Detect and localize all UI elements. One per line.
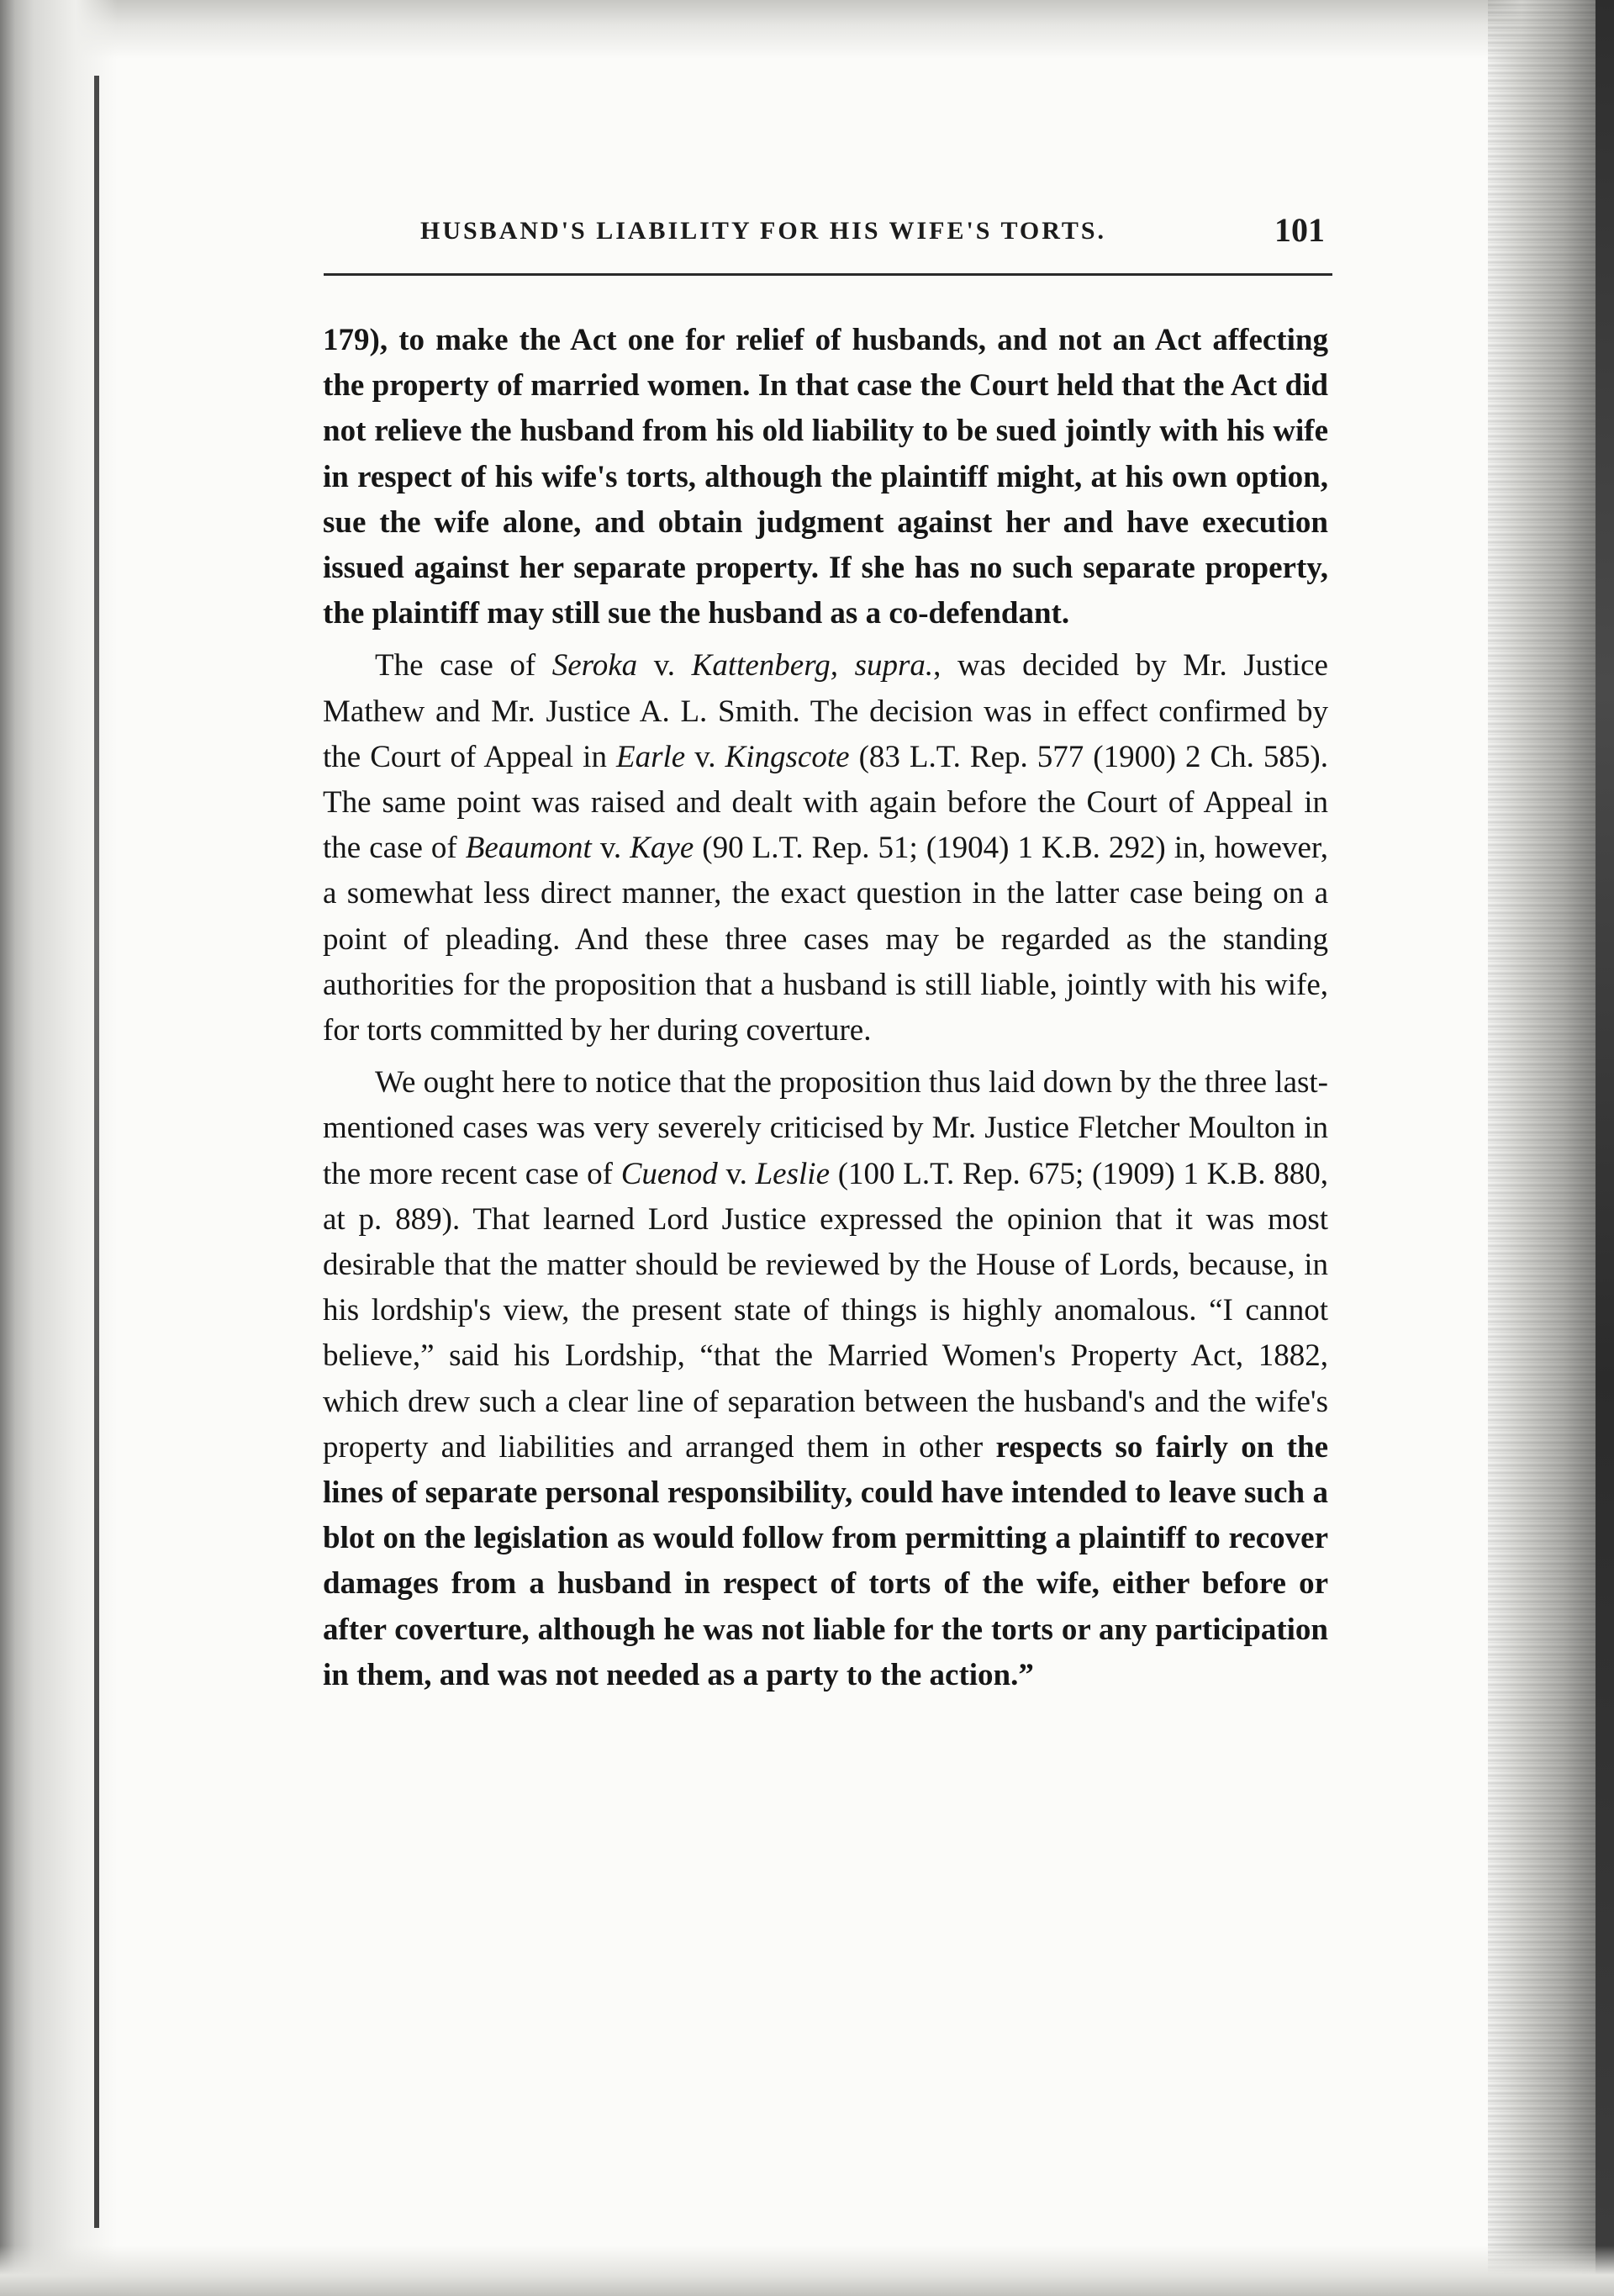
- paragraph-3: [323, 1060, 1328, 1698]
- paragraph-3-text: (100 L.T. Rep. 675; (1909) 1 K.B. 880, at p. 889). That learned Lord Justice expressed the opinion that it was most desirable that the matter should be reviewed by the House of Lords, because, in his lordship's view, the present state of things is highly anomalous. “I cannot believe,” said his Lordship, “that the Married Women's Property Act, 1882, which drew such a clear line of separation between the husband's and the wife's property and liabilities and arranged them in other: [323, 1156, 1328, 1465]
- paragraph-2-text: (83 L.T. Rep. 577 (1900) 2 Ch. 585). The same point was raised and dealt with again before the Court of Appeal in the case of: [323, 739, 1328, 866]
- paragraph-2-text: , was decided by Mr. Justice Mathew and Mr. Justice A. L. Smith. The decision was in effect confirmed by the Court of Appeal in: [323, 648, 1328, 774]
- paragraph-3-text-bold: respects so fairly on the lines of separate personal responsibility, could have intended to leave such a blot on the legislation as would follow from permitting a plaintiff to recover damages from a husband in respect of torts of the wife, either before or after coverture, although he was not liable for the torts or any participation in them, and was not needed as a party to the action.”: [323, 1429, 1328, 1692]
- running-head: [319, 211, 1328, 267]
- scan-top-edge: [0, 0, 1614, 59]
- page-number: 101: [1274, 211, 1325, 249]
- case-name: Earle: [615, 739, 686, 774]
- case-name: Seroka: [551, 648, 638, 684]
- paragraph-1: 179), to make the Act one for relief of husbands, and not an Act affecting the property of married women. In that case the Court held that the Act did not relieve the husband from his old liability to be sued jointly with his wife in respect of his wife's torts, although the plaintiff might, at his own option, sue the wife alone, and obtain judgment against her and have execution issued against her separate property. If she has no such separate property, the plaintiff may still sue the husband as a co-defendant.: [323, 323, 1328, 631]
- paragraph-2: [323, 643, 1328, 1053]
- case-name: Leslie: [755, 1156, 830, 1191]
- scan-left-edge: [0, 0, 118, 2296]
- scan-right-border: [1596, 0, 1614, 2296]
- case-name: Kattenberg, supra.: [691, 648, 934, 684]
- scan-binding-shadow: [94, 76, 99, 2228]
- case-name: Cuenod: [620, 1156, 718, 1191]
- paragraph-2-text: v.: [591, 831, 630, 866]
- paragraph-2-text: (90 L.T. Rep. 51; (1904) 1 K.B. 292) in, however, a somewhat less direct manner, the exact question in the latter case being on a point of pleading. And these three cases may be regarded as the standing authorities for the proposition that a husband is still liable, jointly with his wife, for torts committed by her during coverture.: [323, 831, 1328, 1048]
- paragraph-2-text: v.: [685, 739, 725, 774]
- case-name: Kaye: [630, 831, 694, 866]
- paragraph-2-text: The case of: [375, 648, 552, 684]
- body-text: [323, 318, 1328, 1698]
- case-name: Kingscote: [725, 739, 850, 774]
- running-title: HUSBAND'S LIABILITY FOR HIS WIFE'S TORTS.: [420, 217, 1107, 245]
- header-rule: [324, 273, 1332, 276]
- paragraph-3-text: We ought here to notice that the proposition thus laid down by the three last-mentioned cases was very severely criticised by Mr. Justice Fletcher Moulton in the more recent case of: [323, 1065, 1328, 1191]
- paragraph-3-text: v.: [717, 1156, 756, 1191]
- scan-bottom-edge: [0, 2246, 1614, 2296]
- case-name: Beaumont: [465, 831, 592, 866]
- paragraph-2-text: v.: [637, 648, 692, 684]
